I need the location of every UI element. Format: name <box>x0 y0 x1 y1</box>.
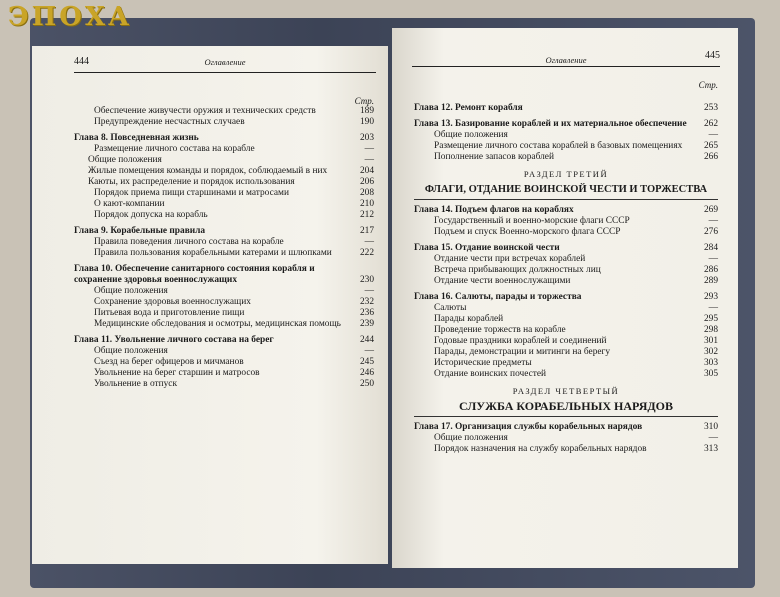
toc-entry-title: Размещение личного состава на корабле <box>94 144 255 154</box>
section4-label: РАЗДЕЛ ЧЕТВЕРТЫЙ <box>512 386 620 396</box>
toc-entry-title: Увольнение на берег старшин и матросов <box>94 368 260 378</box>
toc-entry <box>74 319 374 330</box>
toc-chapter-entry <box>74 226 374 237</box>
toc-entry-title: Общие положения <box>94 346 168 356</box>
toc-entry-title: Каюты, их распределение и порядок использования <box>88 177 295 187</box>
toc-entry-title: Порядок допуска на корабль <box>94 210 208 220</box>
toc-entry <box>74 237 374 248</box>
toc-chapter-entry <box>414 422 718 433</box>
toc-entry <box>74 199 374 210</box>
toc-entry-page: 262 <box>703 119 718 129</box>
right-page-header <box>412 48 720 65</box>
toc-entry-page: — <box>708 130 718 140</box>
toc-entry-page: 293 <box>703 292 718 302</box>
toc-entry-title: Глава 10. Обеспечение санитарного состояния корабля и сохранение здоровья военнослужащих <box>74 264 315 285</box>
toc-entry <box>414 444 718 455</box>
left-page-header <box>74 56 376 70</box>
toc-entry <box>74 210 374 221</box>
toc-entry-title: Порядок назначения на службу корабельных нарядов <box>434 444 647 454</box>
toc-entry-page: — <box>364 155 374 165</box>
toc-entry <box>74 155 374 166</box>
toc-entry-title: Парады кораблей <box>434 314 504 324</box>
toc-entry-title: Правила поведения личного состава на корабле <box>94 237 284 247</box>
toc-entry <box>414 216 718 227</box>
toc-entry-title: Отдание чести военнослужащими <box>434 276 571 286</box>
toc-entry <box>414 303 718 314</box>
toc-entry <box>414 141 718 152</box>
toc-entry <box>414 433 718 444</box>
toc-entry-title: Размещение личного состава кораблей в базовых помещениях <box>434 141 683 151</box>
toc-entry <box>414 325 718 336</box>
toc-entry-page: 310 <box>703 422 718 432</box>
toc-entry-page: 289 <box>703 276 718 286</box>
toc-entry-title: Подъем и спуск Военно-морского флага СССР <box>434 227 621 237</box>
toc-chapter-entry <box>414 205 718 216</box>
toc-entry-page: 305 <box>703 369 718 379</box>
toc-entry-title: Медицинские обследования и осмотры, медицинская помощь <box>94 319 341 329</box>
toc-entry-title: Питьевая вода и приготовление пищи <box>94 308 245 318</box>
section3-label: РАЗДЕЛ ТРЕТИЙ <box>523 169 609 179</box>
watermark-logo: ЭПОХА <box>8 2 133 32</box>
right-toc-block3 <box>414 422 718 455</box>
toc-entry <box>74 346 374 357</box>
toc-entry-page: 266 <box>703 152 718 162</box>
toc-entry-page: 222 <box>359 248 374 258</box>
toc-entry <box>74 248 374 259</box>
left-page <box>32 46 388 564</box>
toc-entry-page: 244 <box>359 335 374 345</box>
section4-title: СЛУЖБА КОРАБЕЛЬНЫХ НАРЯДОВ <box>458 399 674 413</box>
toc-entry-title: Исторические предметы <box>434 358 532 368</box>
toc-entry-title: Парады, демонстрации и митинги на берегу <box>434 347 611 357</box>
toc-chapter-entry <box>414 292 718 303</box>
toc-entry-title: Пополнение запасов кораблей <box>434 152 554 162</box>
toc-entry <box>74 368 374 379</box>
toc-entry <box>74 308 374 319</box>
toc-entry-page: 245 <box>359 357 374 367</box>
toc-entry-page: — <box>708 254 718 264</box>
toc-entry <box>414 358 718 369</box>
toc-entry <box>74 188 374 199</box>
toc-entry <box>414 369 718 380</box>
toc-entry-title: Встреча прибывающих должностных лиц <box>434 265 601 275</box>
toc-entry-page: 206 <box>359 177 374 187</box>
toc-entry-page: 217 <box>359 226 374 236</box>
toc-entry-title: Глава 11. Увольнение личного состава на берег <box>74 335 274 345</box>
section3-title: ФЛАГИ, ОТДАНИЕ ВОИНСКОЙ ЧЕСТИ И ТОРЖЕСТВА <box>424 184 708 195</box>
toc-entry-page: 302 <box>703 347 718 357</box>
toc-entry <box>414 336 718 347</box>
right-toc-block2 <box>414 205 718 380</box>
toc-entry <box>414 314 718 325</box>
left-str-label: Стр. <box>354 96 374 106</box>
toc-chapter-entry <box>74 133 374 144</box>
right-toc <box>414 98 718 455</box>
toc-entry-page: 232 <box>359 297 374 307</box>
toc-entry-title: Глава 8. Повседневная жизнь <box>74 133 199 143</box>
toc-entry <box>74 117 374 128</box>
toc-entry-title: Обеспечение живучести оружия и технических средств <box>94 106 316 116</box>
toc-entry-page: 204 <box>359 166 374 176</box>
toc-entry-page: 269 <box>703 205 718 215</box>
toc-entry-page: — <box>708 303 718 313</box>
toc-entry-title: Увольнение в отпуск <box>94 379 178 389</box>
toc-entry <box>74 144 374 155</box>
toc-entry-page: 250 <box>359 379 374 389</box>
toc-entry <box>414 254 718 265</box>
toc-entry-page: 253 <box>703 103 718 113</box>
toc-entry-title: Глава 9. Корабельные правила <box>74 226 206 236</box>
toc-entry-title: Предупреждение несчастных случаев <box>94 117 245 127</box>
toc-entry-title: Глава 13. Базирование кораблей и их материальное обеспечение <box>414 119 687 129</box>
toc-chapter-entry <box>414 119 718 130</box>
toc-entry-title: Годовые праздники кораблей и соединений <box>434 336 607 346</box>
toc-entry <box>74 297 374 308</box>
toc-entry-title: Жилые помещения команды и порядок, соблюдаемый в них <box>88 166 328 176</box>
toc-entry-title: Глава 15. Отдание воинской чести <box>414 243 560 253</box>
toc-entry-page: — <box>364 144 374 154</box>
toc-entry-title: Правила пользования корабельными катерами и шлюпками <box>94 248 332 258</box>
toc-entry-page: — <box>708 216 718 226</box>
toc-entry <box>414 152 718 163</box>
left-header-rule <box>74 72 376 73</box>
toc-entry-page: 190 <box>359 117 374 127</box>
toc-entry-page: 189 <box>359 106 374 116</box>
right-header-rule <box>412 66 720 67</box>
toc-entry-title: Общие положения <box>434 130 508 140</box>
toc-entry <box>414 227 718 238</box>
toc-entry-title: Порядок приема пищи старшинами и матросами <box>94 188 289 198</box>
right-page-number: 445 <box>705 50 720 61</box>
toc-entry-title: Проведение торжеств на корабле <box>434 325 566 335</box>
left-page-header-title: Оглавление <box>204 57 246 67</box>
toc-entry-title: Глава 16. Салюты, парады и торжества <box>414 292 582 302</box>
toc-entry-page: 303 <box>703 358 718 368</box>
toc-entry-page: 284 <box>703 243 718 253</box>
toc-entry-page: 210 <box>359 199 374 209</box>
right-str-label: Стр. <box>698 80 718 90</box>
toc-entry <box>74 106 374 117</box>
toc-entry <box>414 347 718 358</box>
toc-entry-page: 230 <box>359 275 374 285</box>
toc-entry-page: 265 <box>703 141 718 151</box>
toc-entry <box>414 276 718 287</box>
toc-entry-page: 313 <box>703 444 718 454</box>
toc-entry-title: Сохранение здоровья военнослужащих <box>94 297 251 307</box>
toc-entry-page: 276 <box>703 227 718 237</box>
toc-entry-page: 246 <box>359 368 374 378</box>
right-toc-block1 <box>414 103 718 163</box>
left-page-number: 444 <box>74 56 89 67</box>
toc-entry-page: 295 <box>703 314 718 324</box>
toc-entry <box>74 357 374 368</box>
toc-entry-page: 286 <box>703 265 718 275</box>
toc-entry <box>74 166 374 177</box>
toc-entry-title: Глава 14. Подъем флагов на кораблях <box>414 205 574 215</box>
toc-chapter-entry <box>414 103 718 114</box>
toc-entry <box>74 286 374 297</box>
toc-entry-title: Глава 12. Ремонт корабля <box>414 103 523 113</box>
right-page-header-title: Оглавление <box>545 55 587 65</box>
toc-entry-title: Глава 17. Организация службы корабельных нарядов <box>414 422 643 432</box>
toc-entry-title: Отдание чести при встречах кораблей <box>434 254 586 264</box>
toc-entry-title: Общие положения <box>88 155 162 165</box>
section3-rule <box>414 199 718 200</box>
section4-rule <box>414 416 718 417</box>
toc-entry-title: Общие положения <box>94 286 168 296</box>
toc-chapter-entry <box>74 335 374 346</box>
toc-entry-title: Государственный и военно-морские флаги СССР <box>434 216 630 226</box>
toc-entry-page: 239 <box>359 319 374 329</box>
toc-entry-page: — <box>708 433 718 443</box>
left-toc <box>74 106 374 390</box>
toc-entry <box>414 130 718 141</box>
toc-entry-page: 301 <box>703 336 718 346</box>
toc-entry-title: О кают-компании <box>94 199 165 209</box>
toc-entry-page: 203 <box>359 133 374 143</box>
toc-entry-title: Съезд на берег офицеров и мичманов <box>94 357 244 367</box>
toc-entry <box>74 177 374 188</box>
toc-entry <box>414 265 718 276</box>
toc-chapter-entry <box>414 243 718 254</box>
right-page <box>392 28 738 568</box>
toc-chapter-entry <box>74 264 374 286</box>
toc-entry-page: 212 <box>359 210 374 220</box>
toc-entry-title: Общие положения <box>434 433 508 443</box>
toc-entry-title: Салюты <box>434 303 467 313</box>
toc-entry-page: — <box>364 237 374 247</box>
toc-entry-page: — <box>364 286 374 296</box>
toc-entry-page: 208 <box>359 188 374 198</box>
toc-entry-page: 236 <box>359 308 374 318</box>
toc-entry-page: — <box>364 346 374 356</box>
toc-entry-title: Отдание воинских почестей <box>434 369 547 379</box>
toc-entry <box>74 379 374 390</box>
toc-entry-page: 298 <box>703 325 718 335</box>
